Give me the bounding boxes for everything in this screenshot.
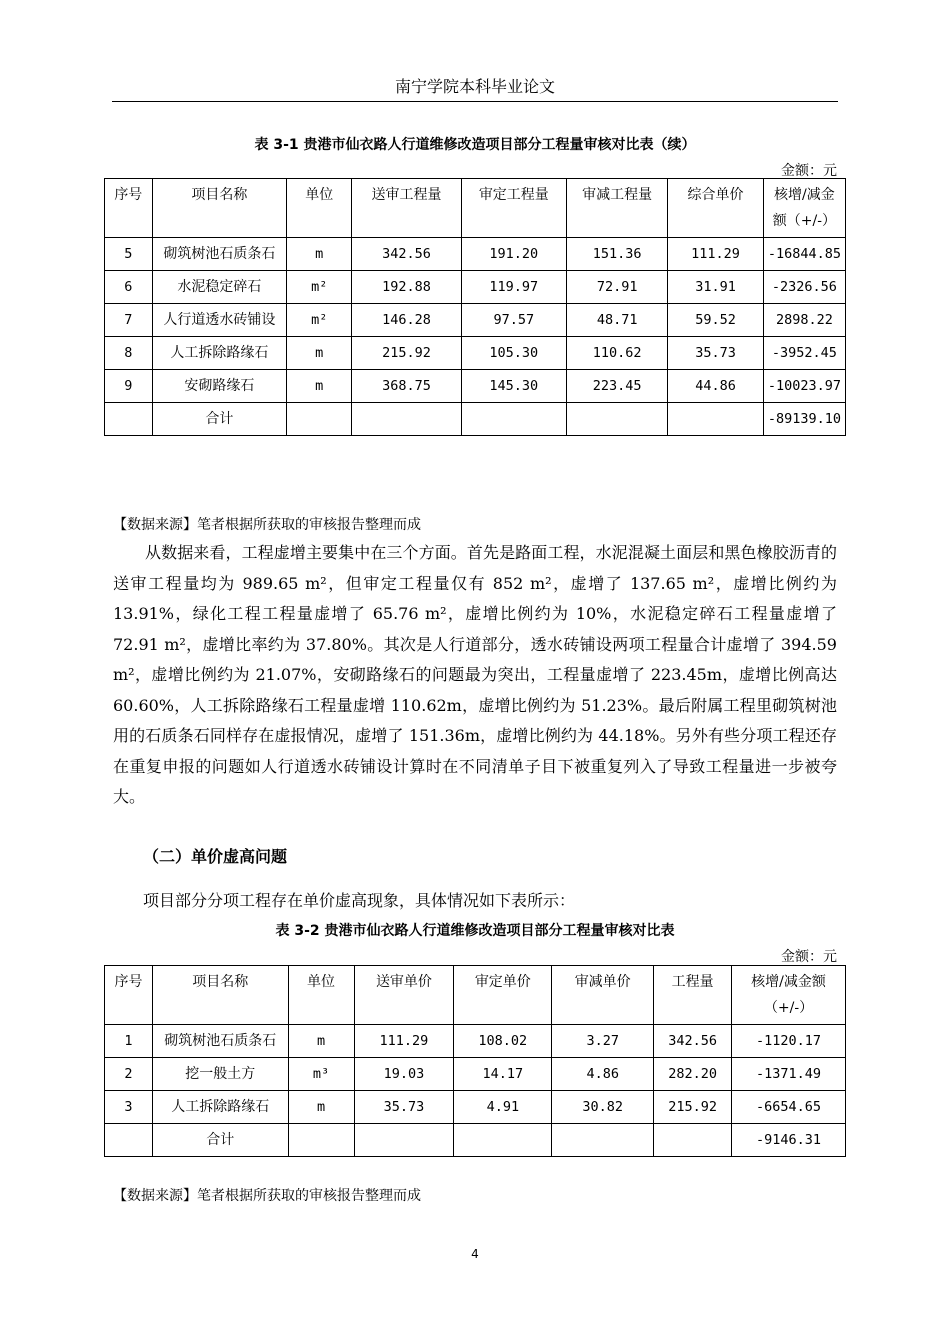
table2-header-row [105, 966, 846, 1025]
table-cell: m [288, 1091, 354, 1124]
table2-header-cell: 核增/减金额（+/-） [732, 966, 846, 1025]
table-cell: -9146.31 [732, 1124, 846, 1157]
table1-header-cell: 审定工程量 [461, 179, 566, 238]
table-cell: 30.82 [552, 1091, 654, 1124]
table-cell [105, 403, 153, 436]
table-cell: m² [287, 271, 352, 304]
table-row [105, 238, 846, 271]
table-cell [288, 1124, 354, 1157]
table-cell: 4.86 [552, 1058, 654, 1091]
table-row [105, 271, 846, 304]
table-cell: m [288, 1025, 354, 1058]
table-cell: -89139.10 [763, 403, 845, 436]
table2-header-cell: 审减单价 [552, 966, 654, 1025]
table-row [105, 1058, 846, 1091]
table-cell: 6 [105, 271, 153, 304]
table1-header-row [105, 179, 846, 238]
table-cell: 215.92 [352, 337, 461, 370]
table-cell: 72.91 [566, 271, 667, 304]
section-heading: （二）单价虚高问题 [143, 847, 288, 866]
table-cell: 合计 [152, 403, 286, 436]
table1-source-note: 【数据来源】笔者根据所获取的审核报告整理而成 [113, 517, 421, 533]
table-row [105, 337, 846, 370]
table-cell [287, 403, 352, 436]
table-cell: 2 [105, 1058, 153, 1091]
table-cell [461, 403, 566, 436]
table-cell: 9 [105, 370, 153, 403]
table-cell: 1 [105, 1025, 153, 1058]
table-row [105, 1025, 846, 1058]
table-cell: -1371.49 [732, 1058, 846, 1091]
table-cell [454, 1124, 552, 1157]
table-cell: 3.27 [552, 1025, 654, 1058]
table2-header-cell: 审定单价 [454, 966, 552, 1025]
table-cell: 110.62 [566, 337, 667, 370]
table-cell: -2326.56 [763, 271, 845, 304]
table-cell [654, 1124, 732, 1157]
page-header-title: 南宁学院本科毕业论文 [394, 77, 555, 96]
table1-header-cell: 核增/减金额（+/-） [763, 179, 845, 238]
table-cell: -16844.85 [763, 238, 845, 271]
table-cell: 48.71 [566, 304, 667, 337]
table-cell: 35.73 [668, 337, 763, 370]
table-cell [352, 403, 461, 436]
table-cell: 108.02 [454, 1025, 552, 1058]
table2-header-cell: 项目名称 [152, 966, 288, 1025]
table-cell: 97.57 [461, 304, 566, 337]
table-cell: m² [287, 304, 352, 337]
table-cell: 合计 [152, 1124, 288, 1157]
table-total-row [105, 403, 846, 436]
page-number: 4 [471, 1247, 479, 1261]
table-cell: 水泥稳定碎石 [152, 271, 286, 304]
table-cell: m [287, 337, 352, 370]
table1-unit: 金额：元 [781, 163, 837, 179]
table-cell: 192.88 [352, 271, 461, 304]
table2 [104, 965, 846, 1157]
table-cell [105, 1124, 153, 1157]
table-cell: 人工拆除路缘石 [152, 337, 286, 370]
table-row [105, 1091, 846, 1124]
table1-header-cell: 综合单价 [668, 179, 763, 238]
table-cell: 368.75 [352, 370, 461, 403]
table-cell: 111.29 [354, 1025, 454, 1058]
table-cell: 342.56 [654, 1025, 732, 1058]
table-cell: 145.30 [461, 370, 566, 403]
table-cell: 7 [105, 304, 153, 337]
table-cell [668, 403, 763, 436]
table-cell: 砌筑树池石质条石 [152, 238, 286, 271]
table-cell: 2898.22 [763, 304, 845, 337]
table-cell: 人工拆除路缘石 [152, 1091, 288, 1124]
table-cell: m [287, 238, 352, 271]
table-cell: 4.91 [454, 1091, 552, 1124]
table-cell: 282.20 [654, 1058, 732, 1091]
table-cell: 215.92 [654, 1091, 732, 1124]
table2-header-cell: 送审单价 [354, 966, 454, 1025]
table-cell: -1120.17 [732, 1025, 846, 1058]
table1-header-cell: 项目名称 [152, 179, 286, 238]
table-cell: 19.03 [354, 1058, 454, 1091]
table-cell: 砌筑树池石质条石 [152, 1025, 288, 1058]
table-cell: m³ [288, 1058, 354, 1091]
table1-header-cell: 单位 [287, 179, 352, 238]
table2-unit: 金额：元 [781, 949, 837, 965]
table-cell: 151.36 [566, 238, 667, 271]
table2-header-cell: 工程量 [654, 966, 732, 1025]
table-cell: m [287, 370, 352, 403]
table2-header-cell: 单位 [288, 966, 354, 1025]
table-cell: 挖一般土方 [152, 1058, 288, 1091]
table1-caption: 表 3-1 贵港市仙衣路人行道维修改造项目部分工程量审核对比表（续） [254, 137, 696, 153]
table-cell: 119.97 [461, 271, 566, 304]
table-cell: 安砌路缘石 [152, 370, 286, 403]
table-row [105, 304, 846, 337]
table-cell: 35.73 [354, 1091, 454, 1124]
table-cell: 人行道透水砖铺设 [152, 304, 286, 337]
table-cell: 14.17 [454, 1058, 552, 1091]
table-cell: 342.56 [352, 238, 461, 271]
body-paragraph: 从数据来看，工程虚增主要集中在三个方面。首先是路面工程，水泥混凝土面层和黑色橡胶沥青的送审工程量均为 989.65 m²，但审定工程量仅有 852 m²，虚增了 137.65 m²，虚增比例约为 13.91%，绿化工程工程量虚增了 65.76 m²，虚增比例约为 10%，水泥稳定碎石工程量虚增了 72.91 m²，虚增比率约为 37.80%。其次是人行道部分，透水砖铺设两项工程量合计虚增了 394.59 m²，虚增比例约为 21.07%，安砌路缘石的问题最为突出，工程量虚增了 223.45m，虚增比例高达 60.60%，人工拆除路缘石工程量虚增 110.62m，虚增比例约为 51.23%。最后附属工程里砌筑树池用的石质条石同样存在虚报情况，虚增了 151.36m，虚增比例约为 44.18%。另外有些分项工程还存在重复申报的问题如人行道透水砖铺设计算时在不同清单子目下被重复列入了导致工程量进一步被夸大。 [113, 543, 837, 806]
header-divider [112, 101, 838, 102]
table-cell: 111.29 [668, 238, 763, 271]
table1 [104, 178, 846, 436]
table1-header-cell: 送审工程量 [352, 179, 461, 238]
table2-source-note: 【数据来源】笔者根据所获取的审核报告整理而成 [113, 1188, 421, 1204]
table-cell: 31.91 [668, 271, 763, 304]
table-cell: 5 [105, 238, 153, 271]
table-cell: 105.30 [461, 337, 566, 370]
table1-header-cell: 序号 [105, 179, 153, 238]
table-cell: 191.20 [461, 238, 566, 271]
table-cell: 59.52 [668, 304, 763, 337]
table-cell: -6654.65 [732, 1091, 846, 1124]
table-total-row [105, 1124, 846, 1157]
table-cell [354, 1124, 454, 1157]
table-cell: 223.45 [566, 370, 667, 403]
table2-header-cell: 序号 [105, 966, 153, 1025]
section-intro: 项目部分分项工程存在单价虚高现象，具体情况如下表所示： [143, 891, 576, 910]
table1-header-cell: 审减工程量 [566, 179, 667, 238]
table-row [105, 370, 846, 403]
table-cell: 8 [105, 337, 153, 370]
table-cell: 44.86 [668, 370, 763, 403]
table2-caption: 表 3-2 贵港市仙衣路人行道维修改造项目部分工程量审核对比表 [275, 923, 675, 939]
table-cell [552, 1124, 654, 1157]
table-cell [566, 403, 667, 436]
table-cell: -10023.97 [763, 370, 845, 403]
table-cell: -3952.45 [763, 337, 845, 370]
table-cell: 3 [105, 1091, 153, 1124]
table-cell: 146.28 [352, 304, 461, 337]
